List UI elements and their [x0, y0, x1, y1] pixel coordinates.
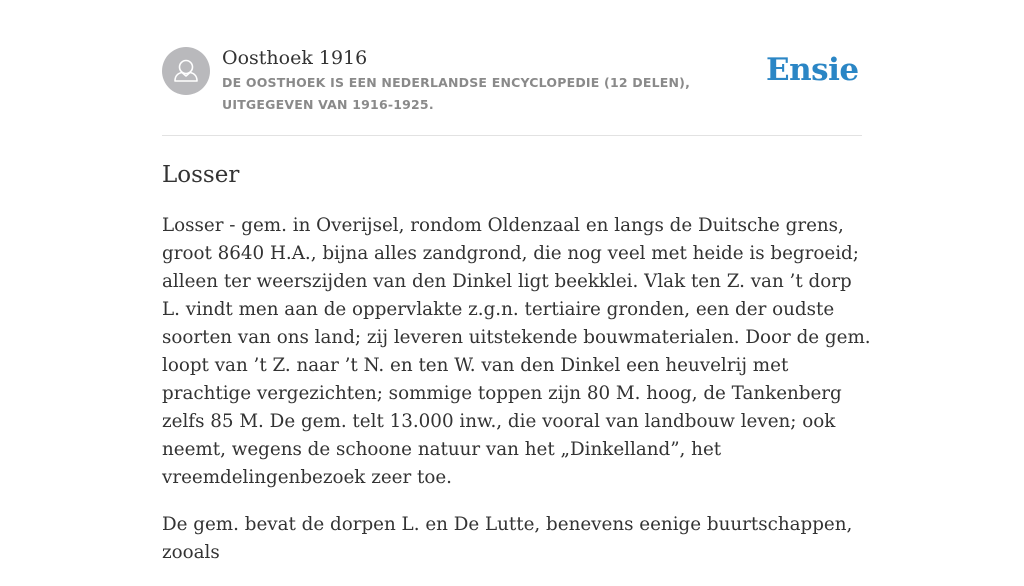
article-paragraph: Losser - gem. in Overijsel, rondom Oldenzaal en langs de Duitsche grens, groot 8640 H.A., bijna alles zandgrond, die nog veel met heide is begroeid; alleen ter weerszijden van den Dinkel ligt beekklei. Vlak ten Z. van ’t dorp L. vindt men aan de oppervlakte z.g.n. tertiaire gronden, een der oudste soorten van ons land; zij leveren uitstekende bouwmaterialen. Door de gem. loopt van ’t Z. naar ’t N. en ten W. van den Dinkel een heuvelrij met prachtige vergezichten; sommige toppen zijn 80 M. hoog, de Tankenberg zelfs 85 M. De gem. telt 13.000 inw., die vooral van landbouw leven; ook neemt, wegens de schoone natuur van het „Dinkelland”, het vreemdelingenbezoek zeer toe. — [162, 215, 871, 488]
ensie-logo[interactable]: Ensie — [766, 52, 859, 88]
source-description: DE OOSTHOEK IS EEN NEDERLANDSE ENCYCLOPEDIE (12 DELEN), UITGEGEVEN VAN 1916-1925. — [222, 75, 691, 112]
source-title[interactable]: Oosthoek 1916 — [222, 47, 368, 69]
article-title: Losser — [162, 162, 240, 188]
user-icon — [162, 47, 210, 95]
avatar[interactable] — [162, 47, 210, 95]
article-body — [162, 212, 874, 586]
article-paragraph: De gem. bevat de dorpen L. en De Lutte, benevens eenige buurtschappen, zooals — [162, 514, 853, 563]
header-divider — [162, 135, 862, 136]
source-header — [162, 46, 862, 116]
